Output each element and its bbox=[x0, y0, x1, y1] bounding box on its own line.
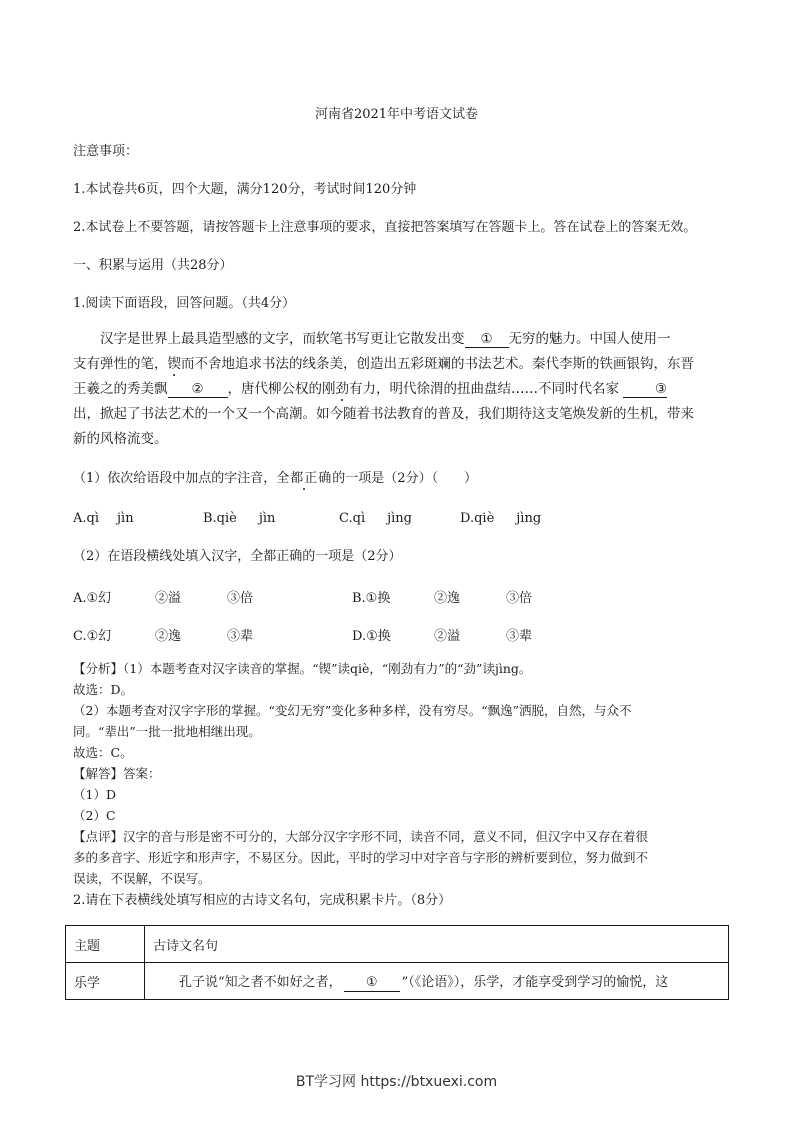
passage-text: 出，掀起了书法艺术的一个又一个高潮。如今随着书法教育的普及，我们期待这支笔焕发新的生机，带来 bbox=[73, 406, 694, 422]
passage-line bbox=[73, 377, 723, 402]
option-b: B.qiè jìn bbox=[203, 511, 276, 526]
dotted-phrase: 全都正确 bbox=[276, 471, 333, 486]
passage-text: 王羲之的秀美飘 ② ，唐代柳公权的刚劲有力，明代徐渭的扭曲盘结……不同时代名家 ③ bbox=[73, 381, 667, 397]
passage-line bbox=[73, 352, 723, 377]
option-c-item: ②逸 bbox=[155, 629, 182, 644]
table-header-cell: 古诗文名句 bbox=[145, 926, 729, 963]
question-1-2-options-row-2 bbox=[73, 625, 532, 644]
option-c-item: ③辈 bbox=[227, 629, 254, 644]
watermark-footer: BT学习网 https://btxuexi.com bbox=[295, 1074, 498, 1090]
passage-text: 新的风格流变。 bbox=[73, 431, 168, 447]
answer-line: （2）C bbox=[73, 808, 116, 823]
blank-3: ③ bbox=[623, 381, 667, 398]
analysis-line: 【分析】（1）本题考查对汉字读音的掌握。“锲”读qiè，“刚劲有力”的“劲”读jìng。 bbox=[73, 661, 532, 676]
question-1-1-options bbox=[73, 511, 541, 526]
passage-line bbox=[73, 402, 723, 427]
accumulation-table bbox=[65, 925, 729, 1000]
passage-text: 汉字是世界上最具造型感的文字，而软笔书写更让它散发出变 ① 无穷的魅力。中国人使用一 bbox=[100, 331, 671, 347]
section-heading: 一、积累与运用（共28分） bbox=[73, 258, 233, 273]
option-c: C.①幻 bbox=[73, 629, 112, 644]
blank-1: ① bbox=[465, 331, 509, 348]
question-1-2-options-row-1 bbox=[73, 587, 532, 606]
option-d-item: ③辈 bbox=[506, 629, 533, 644]
analysis-line: 故选：C。 bbox=[73, 745, 133, 760]
comment-line: 多的多音字、形近字和形声字，不易区分。因此，平时的学习中对字音与字形的辨析要到位，努力做到不 bbox=[73, 850, 649, 865]
dotted-char: 锲 bbox=[167, 356, 181, 372]
option-d: D.①换 bbox=[352, 629, 391, 644]
option-a: A.qì jìn bbox=[73, 511, 134, 526]
option-c: C.qì jìng bbox=[339, 511, 412, 526]
notice-item-1: 1.本试卷共6页，四个大题，满分120分，考试时间120分钟 bbox=[73, 182, 417, 197]
blank-table-1: ① bbox=[344, 975, 400, 992]
table-row bbox=[66, 963, 729, 1000]
option-b: B.①换 bbox=[352, 591, 391, 606]
table-cell-theme: 乐学 bbox=[66, 963, 145, 1000]
notice-item-2: 2.本试卷上不要答题，请按答题卡上注意事项的要求，直接把答案填写在答题卡上。答在试卷上的答案无效。 bbox=[73, 220, 697, 235]
question-1-1: （1）依次给语段中加点的字注音，全都正确的一项是（2分）（ ） bbox=[73, 471, 478, 486]
passage-text: 支有弹性的笔，锲而不舍地追求书法的线条美，创造出五彩斑斓的书法艺术。秦代李斯的铁画银钩，东晋 bbox=[73, 356, 694, 372]
option-d-item: ②溢 bbox=[434, 629, 461, 644]
dotted-char: 劲 bbox=[335, 381, 349, 397]
option-b-item: ②逸 bbox=[434, 591, 461, 606]
option-a-item: ②溢 bbox=[155, 591, 182, 606]
question-1-stem: 1.阅读下面语段，回答问题。（共4分） bbox=[73, 296, 296, 311]
passage-line bbox=[73, 327, 723, 352]
analysis-line: （2）本题考查对汉字字形的掌握。“变幻无穷”变化多种多样，没有穷尽。“飘逸”洒脱，自然，与众不 bbox=[73, 703, 632, 718]
answer-heading: 【解答】答案： bbox=[73, 766, 161, 781]
reading-passage bbox=[73, 327, 723, 452]
question-2-stem: 2.请在下表横线处填写相应的古诗文名句，完成积累卡片。（8分） bbox=[73, 893, 452, 908]
answer-line: （1）D bbox=[73, 787, 116, 802]
option-d: D.qiè jìng bbox=[460, 511, 542, 526]
question-1-2: （2）在语段横线处填入汉字，全都正确的一项是（2分） bbox=[73, 549, 402, 564]
page-title: 河南省2021年中考语文试卷 bbox=[314, 107, 479, 122]
notice-heading: 注意事项： bbox=[73, 144, 139, 159]
option-b-item: ③倍 bbox=[506, 591, 533, 606]
passage-line bbox=[73, 427, 723, 452]
comment-line: 【点评】汉字的音与形是密不可分的，大部分汉字字形不同，读音不同，意义不同，但汉字中又存在着很 bbox=[73, 829, 649, 844]
table-cell-quote: 孔子说“知之者不如好之者， ① ”（《论语》），乐学，才能享受到学习的愉悦，这 bbox=[145, 963, 729, 1000]
table-header-cell: 主题 bbox=[66, 926, 145, 963]
comment-line: 误读，不误解，不误写。 bbox=[73, 871, 211, 886]
option-a-item: ③倍 bbox=[227, 591, 254, 606]
blank-2: ② bbox=[168, 381, 228, 398]
analysis-line: 故选：D。 bbox=[73, 682, 134, 697]
table-header-row bbox=[66, 926, 729, 963]
option-a: A.①幻 bbox=[73, 591, 112, 606]
analysis-line: 同。“辈出”一批一批地相继出现。 bbox=[73, 724, 261, 739]
